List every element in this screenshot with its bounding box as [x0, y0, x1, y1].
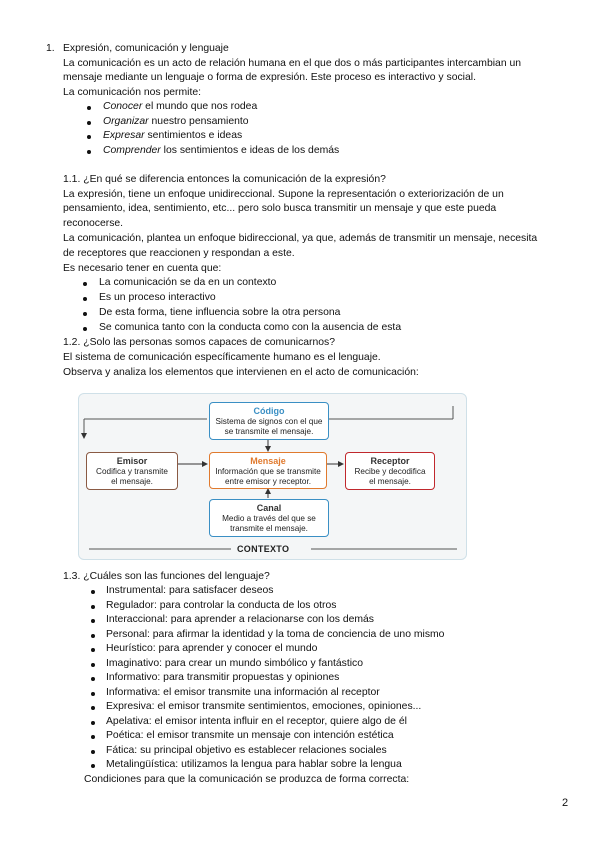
list-item: Instrumental: para satisfacer deseos [106, 585, 274, 596]
list-item: La comunicación se da en un contexto [99, 277, 277, 288]
paragraph-line: Observa y analiza los elementos que intervienen en el acto de comunicación: [63, 367, 419, 378]
receptor-text: Recibe y decodifica [354, 467, 426, 476]
paragraph-line: de receptores que reaccionen y respondan a este. [63, 248, 295, 259]
bullet-dot [91, 750, 95, 754]
paragraph-line: La expresión, tiene un enfoque unidireccional. Supone la representación o exteriorización de un [63, 189, 504, 200]
communication-diagram [78, 393, 467, 560]
list-item: Es un proceso interactivo [99, 292, 216, 303]
paragraph-line: Es necesario tener en cuenta que: [63, 263, 222, 274]
bullet-dot [91, 634, 95, 638]
list-item: Informativa: el emisor transmite una información al receptor [106, 687, 380, 698]
paragraph-line: La comunicación, plantea un enfoque bidireccional, ya que, además de transmitir un mensaje, necesita [63, 233, 538, 244]
list-item: Expresar sentimientos e ideas [103, 130, 243, 141]
bullet-dot [87, 150, 91, 154]
bullet-dot [91, 663, 95, 667]
list-item: Heurístico: para aprender y conocer el mundo [106, 643, 318, 654]
bullet-dot [87, 106, 91, 110]
emisor-text: Codifica y transmite [96, 467, 168, 476]
bullet-dot [91, 692, 95, 696]
page-number: 2 [562, 797, 569, 809]
receptor-text: el mensaje. [369, 477, 411, 486]
section-number: 1. [46, 43, 55, 54]
canal-text: transmite el mensaje. [230, 524, 308, 533]
list-item: Imaginativo: para crear un mundo simbólico y fantástico [106, 658, 364, 669]
paragraph-line: La comunicación es un acto de relación humana en el que dos o más participantes intercambian un [63, 58, 522, 69]
emisor-text: el mensaje. [111, 477, 153, 486]
bullet-dot [83, 297, 87, 301]
subsection-heading: 1.2. ¿Solo las personas somos capaces de comunicarnos? [63, 337, 336, 348]
mensaje-title: Mensaje [250, 456, 286, 466]
codigo-title: Código [253, 406, 285, 416]
canal-text: Medio a través del que se [222, 514, 316, 523]
bullet-dot [91, 677, 95, 681]
bullet-dot [87, 121, 91, 125]
paragraph-line: pensamiento, idea, sentimiento, etc... pero solo busca transmitir un mensaje y que este pueda [63, 203, 497, 214]
codigo-text: Sistema de signos con el que [215, 417, 323, 426]
list-item: Se comunica tanto con la conducta como con la ausencia de esta [99, 322, 402, 333]
paragraph-line: La comunicación nos permite: [63, 87, 202, 98]
bullet-dot [91, 619, 95, 623]
subsection-heading: 1.1. ¿En qué se diferencia entonces la comunicación de la expresión? [63, 174, 386, 185]
subsection-heading: 1.3. ¿Cuáles son las funciones del lenguaje? [63, 571, 270, 582]
list-item: Interaccional: para aprender a relacionarse con los demás [106, 614, 375, 625]
paragraph-line: reconocerse. [63, 218, 124, 229]
list-item: Organizar nuestro pensamiento [103, 116, 249, 127]
list-item: Metalingüística: utilizamos la lengua para hablar sobre la lengua [106, 759, 402, 770]
paragraph-line: mensaje mediante un lenguaje o forma de expresión. Este proceso es interactivo y social. [63, 72, 476, 83]
emisor-title: Emisor [116, 456, 148, 466]
bullet-dot [87, 135, 91, 139]
bullet-dot [91, 590, 95, 594]
receptor-box [345, 452, 435, 490]
list-item: De esta forma, tiene influencia sobre la otra persona [99, 307, 341, 318]
list-item: Conocer el mundo que nos rodea [103, 101, 258, 112]
bullet-dot [83, 282, 87, 286]
list-item: Fática: su principal objetivo es establecer relaciones sociales [106, 745, 387, 756]
mensaje-text: entre emisor y receptor. [224, 477, 311, 486]
receptor-title: Receptor [370, 456, 410, 466]
canal-box [209, 499, 329, 537]
bullet-dot [91, 648, 95, 652]
paragraph-line: El sistema de comunicación específicamente humano es el lenguaje. [63, 352, 381, 363]
bullet-dot [83, 312, 87, 316]
list-item: Personal: para afirmar la identidad y la toma de conciencia de uno mismo [106, 629, 445, 640]
bullet-dot [91, 605, 95, 609]
canal-title: Canal [256, 503, 282, 513]
list-item: Informativo: para transmitir propuestas y opiniones [106, 672, 340, 683]
list-item: Regulador: para controlar la conducta de los otros [106, 600, 337, 611]
emisor-box [86, 452, 178, 490]
bullet-dot [91, 721, 95, 725]
list-item: Comprender los sentimientos e ideas de los demás [103, 145, 340, 156]
list-item: Expresiva: el emisor transmite sentimientos, emociones, opiniones... [106, 701, 422, 712]
section-title: Expresión, comunicación y lenguaje [63, 43, 229, 54]
bullet-dot [91, 735, 95, 739]
contexto-label: CONTEXTO [237, 544, 290, 554]
closing-line: Condiciones para que la comunicación se produzca de forma correcta: [84, 774, 410, 785]
mensaje-text: Información que se transmite [215, 467, 321, 476]
bullet-dot [91, 706, 95, 710]
mensaje-box [209, 452, 327, 489]
list-item: Poética: el emisor transmite un mensaje con intención estética [106, 730, 394, 741]
codigo-box [209, 402, 329, 440]
bullet-dot [91, 764, 95, 768]
codigo-text: se transmite el mensaje. [224, 427, 314, 436]
list-item: Apelativa: el emisor intenta influir en el receptor, quiere algo de él [106, 716, 407, 727]
bullet-dot [83, 327, 87, 331]
